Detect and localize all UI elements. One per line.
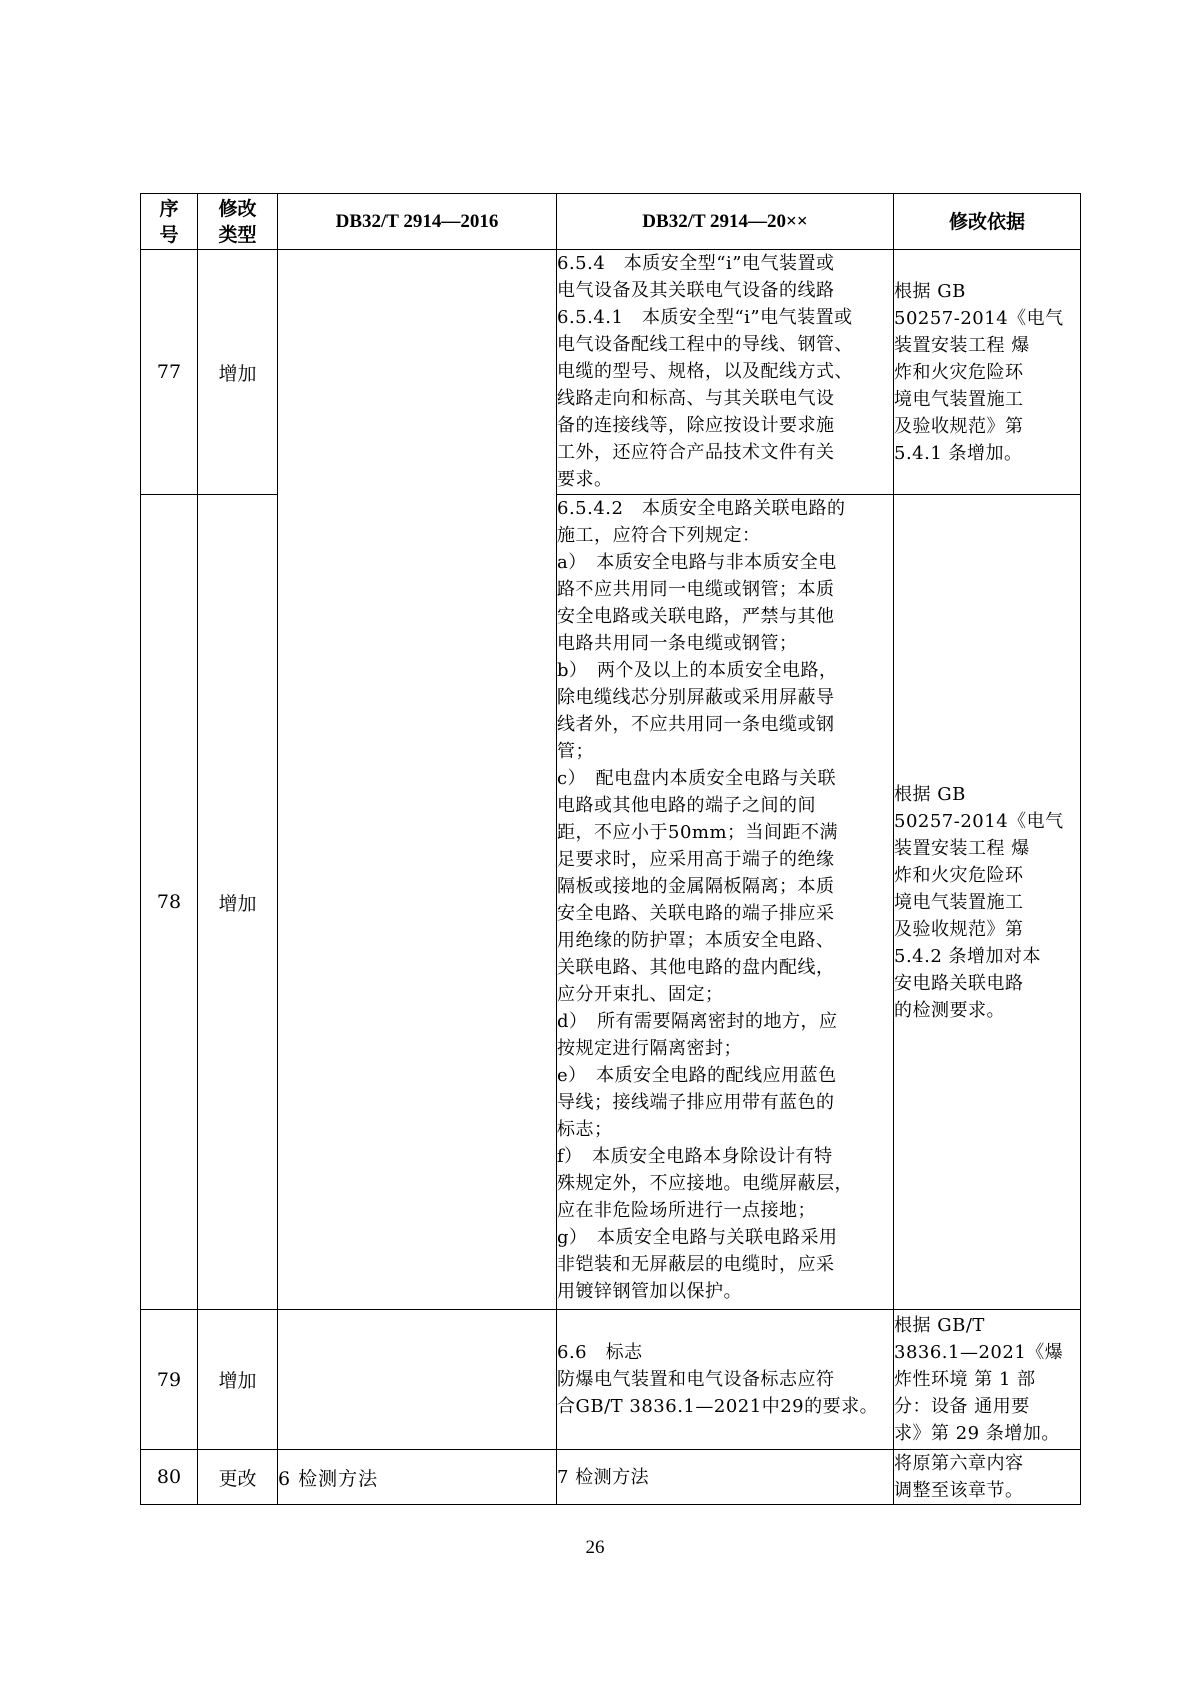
basis-line: 及验收规范》第 xyxy=(894,415,1024,437)
new-content-line: c） 配电盘内本质安全电路与关联 xyxy=(557,768,837,789)
new-content-line: 备的连接线等，除应按设计要求施 xyxy=(557,415,835,436)
basis-line: 安电路关联电路 xyxy=(894,972,1024,994)
row-new-content xyxy=(557,495,894,1310)
basis-line: 5.4.1 条增加。 xyxy=(894,442,1023,464)
new-content-line: 除电缆线芯分别屏蔽或采用屏蔽导 xyxy=(557,687,835,708)
new-content-line: 线路走向和标高、与其关联电气设 xyxy=(557,388,835,409)
basis-line: 炸和火灾危险环 xyxy=(894,864,1024,886)
new-content-line: 隔板或接地的金属隔板隔离；本质 xyxy=(557,876,835,897)
header-new-standard: DB32/T 2914—20×× xyxy=(557,194,894,250)
new-content-line: 6.5.4 本质安全型“i”电气装置或 xyxy=(557,253,835,274)
new-content-line: 用镀锌钢管加以保护。 xyxy=(557,1281,742,1302)
basis-line: 调整至该章节。 xyxy=(894,1480,1024,1501)
row-type: 增加 xyxy=(198,250,278,495)
basis-line: 分：设备 通用要 xyxy=(894,1396,1030,1417)
new-content-line: 应在非危险场所进行一点接地； xyxy=(557,1200,816,1221)
row-basis xyxy=(894,1450,1081,1505)
row-old-content: 6 检测方法 xyxy=(278,1450,557,1505)
page-number: 26 xyxy=(585,1537,605,1558)
new-content-line: 7 检测方法 xyxy=(557,1466,650,1488)
new-content-line: 导线；接线端子排应用带有蓝色的 xyxy=(557,1092,835,1113)
new-content-line: 线者外，不应共用同一条电缆或钢 xyxy=(557,714,835,735)
new-content-line: 施工，应符合下列规定： xyxy=(557,525,761,546)
new-content-line: 要求。 xyxy=(557,469,613,490)
table-row xyxy=(141,250,1081,495)
header-basis: 修改依据 xyxy=(894,194,1081,250)
new-content-line: 标志； xyxy=(557,1119,613,1140)
header-type: 修改 类型 xyxy=(198,194,278,250)
new-content-line: 足要求时，应采用高于端子的绝缘 xyxy=(557,849,835,870)
new-content-line: b） 两个及以上的本质安全电路， xyxy=(557,660,838,681)
basis-line: 境电气装置施工 xyxy=(894,891,1024,913)
row-basis xyxy=(894,250,1081,495)
new-content-line: 电气设备配线工程中的导线、钢管、 xyxy=(557,334,853,355)
basis-line: 及验收规范》第 xyxy=(894,918,1024,940)
new-content-line: d） 所有需要隔离密封的地方，应 xyxy=(557,1011,838,1032)
table-header-row xyxy=(141,194,1081,250)
row-new-content xyxy=(557,250,894,495)
row-basis xyxy=(894,1310,1081,1450)
new-content-line: g） 本质安全电路与关联电路采用 xyxy=(557,1227,838,1248)
row-seq: 79 xyxy=(141,1310,198,1450)
basis-line: 求》第 29 条增加。 xyxy=(894,1423,1060,1444)
basis-line: 根据 GB xyxy=(894,280,966,302)
new-content-line: 6.5.4.1 本质安全型“i”电气装置或 xyxy=(557,307,853,328)
new-content-line: a） 本质安全电路与非本质安全电 xyxy=(557,552,837,573)
table-row xyxy=(141,1450,1081,1505)
header-seq: 序 号 xyxy=(141,194,198,250)
basis-line: 根据 GB/T xyxy=(894,1315,985,1336)
new-content-line: 电气设备及其关联电气设备的线路 xyxy=(557,280,835,301)
new-content-line: e） 本质安全电路的配线应用蓝色 xyxy=(557,1065,837,1086)
row-type: 更改 xyxy=(198,1450,278,1505)
header-old-standard: DB32/T 2914—2016 xyxy=(278,194,557,250)
row-seq: 78 xyxy=(141,495,198,1310)
basis-line: 将原第六章内容 xyxy=(894,1453,1024,1474)
basis-line: 50257-2014《电气 xyxy=(894,307,1064,329)
new-content-line: 电缆的型号、规格，以及配线方式、 xyxy=(557,361,853,382)
new-content-line: 工外，还应符合产品技术文件有关 xyxy=(557,442,835,463)
row-seq: 77 xyxy=(141,250,198,495)
row-type: 增加 xyxy=(198,1310,278,1450)
table-row xyxy=(141,1310,1081,1450)
row-old-content xyxy=(278,1310,557,1450)
basis-line: 境电气装置施工 xyxy=(894,388,1024,410)
revision-table xyxy=(140,193,1081,1505)
basis-line: 装置安装工程 爆 xyxy=(894,334,1030,356)
new-content-line: f） 本质安全电路本身除设计有特 xyxy=(557,1146,833,1167)
row-seq: 80 xyxy=(141,1450,198,1505)
basis-line: 5.4.2 条增加对本 xyxy=(894,945,1042,967)
new-content-line: 电路或其他电路的端子之间的间 xyxy=(557,795,816,816)
new-content-line: 安全电路、关联电路的端子排应采 xyxy=(557,903,835,924)
new-content-line: 防爆电气装置和电气设备标志应符 xyxy=(557,1369,835,1390)
new-content-line: 电路共用同一条电缆或钢管； xyxy=(557,633,798,654)
basis-line: 炸性环境 第 1 部 xyxy=(894,1369,1036,1390)
row-basis xyxy=(894,495,1081,1310)
basis-line: 50257-2014《电气 xyxy=(894,810,1064,832)
new-content-line: 非铠装和无屏蔽层的电缆时，应采 xyxy=(557,1254,835,1275)
new-content-line: 管； xyxy=(557,741,594,762)
basis-line: 的检测要求。 xyxy=(894,999,1005,1021)
basis-line: 3836.1—2021《爆 xyxy=(894,1342,1064,1363)
new-content-line: 应分开束扎、固定； xyxy=(557,984,724,1005)
new-content-line: 距，不应小于50mm；当间距不满 xyxy=(557,822,839,843)
basis-line: 炸和火灾危险环 xyxy=(894,361,1024,383)
new-content-line: 关联电路、其他电路的盘内配线， xyxy=(557,957,835,978)
row-new-content xyxy=(557,1310,894,1450)
new-content-line: 6.5.4.2 本质安全电路关联电路的 xyxy=(557,498,846,519)
new-content-line: 用绝缘的防护罩；本质安全电路、 xyxy=(557,930,835,951)
row-type: 增加 xyxy=(198,495,278,1310)
row-new-content xyxy=(557,1450,894,1505)
basis-line: 根据 GB xyxy=(894,783,966,805)
new-content-line: 路不应共用同一电缆或钢管；本质 xyxy=(557,579,835,600)
new-content-line: 安全电路或关联电路，严禁与其他 xyxy=(557,606,835,627)
new-content-line: 6.6 标志 xyxy=(557,1342,643,1363)
new-content-line: 合GB/T 3836.1—2021中29的要求。 xyxy=(557,1396,879,1417)
new-content-line: 殊规定外，不应接地。电缆屏蔽层， xyxy=(557,1173,853,1194)
row-old-content xyxy=(278,250,557,1310)
new-content-line: 按规定进行隔离密封； xyxy=(557,1038,742,1059)
basis-line: 装置安装工程 爆 xyxy=(894,837,1030,859)
